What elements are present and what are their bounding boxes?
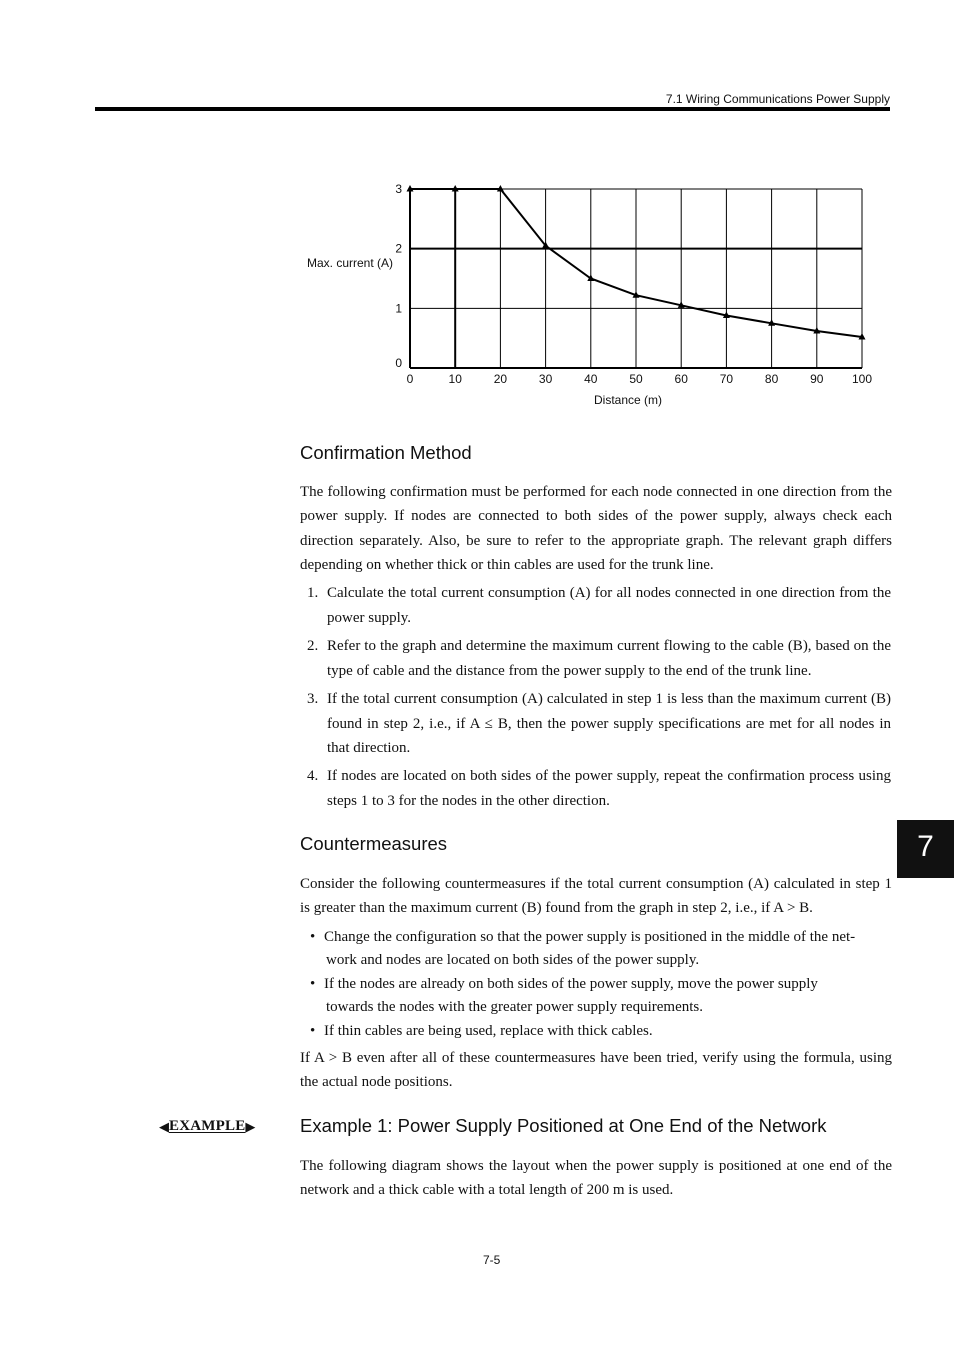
- bullet-dot: •: [310, 976, 316, 992]
- x-tick-label: 10: [448, 372, 462, 386]
- step-number: 4.: [307, 768, 319, 784]
- countermeasures-closing: If A > B even after all of these countermeasures have been tried, verify using the formula, using the actual node positions.: [300, 1050, 892, 1091]
- running-header: 7.1 Wiring Communications Power Supply: [665, 92, 890, 106]
- step-number: 1.: [307, 585, 319, 601]
- bullet-line: Change the configuration so that the power supply is positioned in the middle of the net-: [324, 929, 856, 945]
- current-distance-chart: [290, 175, 890, 415]
- x-tick-label: 60: [674, 372, 688, 386]
- x-tick-label: 20: [493, 372, 508, 386]
- example-heading: Example 1: Power Supply Positioned at One End of the Network: [300, 1115, 827, 1136]
- step-text: Calculate the total current consumption (A) for all nodes connected in one direction from the power supply.: [327, 585, 891, 626]
- bullet-line: work and nodes are located on both sides of the power supply.: [326, 951, 700, 968]
- y-tick-label: 2: [395, 241, 402, 256]
- step-1: [300, 581, 891, 630]
- step-3: [300, 687, 891, 761]
- x-tick-labels: [407, 372, 873, 386]
- bullet-item: [310, 1020, 891, 1043]
- step-text: Refer to the graph and determine the maximum current flowing to the cable (B), based on the type of cable and the distance from the power supply to the end of the trunk line.: [327, 638, 891, 679]
- x-tick-label: 30: [538, 372, 553, 386]
- confirmation-heading: Confirmation Method: [300, 442, 472, 463]
- y-tick-label: 0: [395, 356, 402, 370]
- step-4: [300, 764, 891, 813]
- x-tick-label: 80: [764, 372, 779, 386]
- bullet-dot: •: [310, 929, 316, 945]
- bullet-line: If thin cables are being used, replace with thick cables.: [324, 1023, 653, 1039]
- right-triangle-icon: ▶: [245, 1118, 256, 1134]
- x-axis-label: Distance (m): [593, 393, 663, 407]
- x-tick-label: 100: [851, 372, 873, 386]
- countermeasures-heading: Countermeasures: [300, 833, 448, 854]
- step-number: 3.: [307, 691, 319, 707]
- y-axis-label: Max. current (A): [306, 256, 393, 270]
- page-number: 7-5: [483, 1253, 501, 1267]
- step-text: If nodes are located on both sides of the power supply, repeat the confirmation process using steps 1 to 3 for the nodes in the other direction.: [327, 768, 891, 809]
- step-number: 2.: [307, 638, 319, 654]
- y-tick-label: 1: [395, 301, 402, 316]
- chapter-tab: 7: [897, 820, 954, 878]
- chart-grid: [410, 189, 862, 368]
- bullet-line: If the nodes are already on both sides of the power supply, move the power supply: [324, 976, 818, 992]
- bullet-item: [310, 973, 891, 1018]
- left-triangle-icon: ◀: [159, 1118, 169, 1134]
- header-rule: [95, 107, 890, 111]
- x-tick-label: 0: [406, 372, 414, 386]
- y-tick-labels: [395, 182, 402, 370]
- x-tick-label: 90: [810, 372, 824, 386]
- countermeasures-intro: Consider the following countermeasures if the total current consumption (A) calculated in step 1 is greater than the maximum current (B) found from the graph in step 2, i.e., if A > B.: [300, 876, 892, 917]
- bullet-dot: •: [310, 1023, 316, 1039]
- x-tick-label: 50: [629, 372, 643, 386]
- bullet-line: towards the nodes with the greater power supply requirements.: [326, 998, 703, 1015]
- y-tick-label: 3: [395, 182, 402, 196]
- bullet-item: [310, 926, 891, 971]
- step-2: [300, 634, 891, 683]
- x-tick-label: 40: [584, 372, 598, 386]
- example-badge: [159, 1118, 255, 1135]
- example-badge-label: EXAMPLE: [169, 1118, 246, 1134]
- confirmation-intro: The following confirmation must be performed for each node connected in one direction from the power supply. If nodes are connected to both sides of the power supply, always check each direction separately. Also, be sure to refer to the appropriate graph. The relevant graph differs depending on whether thick or thin cables are used for the trunk line.: [300, 484, 892, 573]
- x-tick-label: 70: [719, 372, 734, 386]
- step-text: If the total current consumption (A) calculated in step 1 is less than the maximum current (B) found in step 2, i.e., if A ≤ B, then the power supply specifications are met for all nodes in that direction.: [327, 691, 891, 756]
- example-text: The following diagram shows the layout when the power supply is positioned at one end of the network and a thick cable with a total length of 200 m is used.: [300, 1158, 892, 1199]
